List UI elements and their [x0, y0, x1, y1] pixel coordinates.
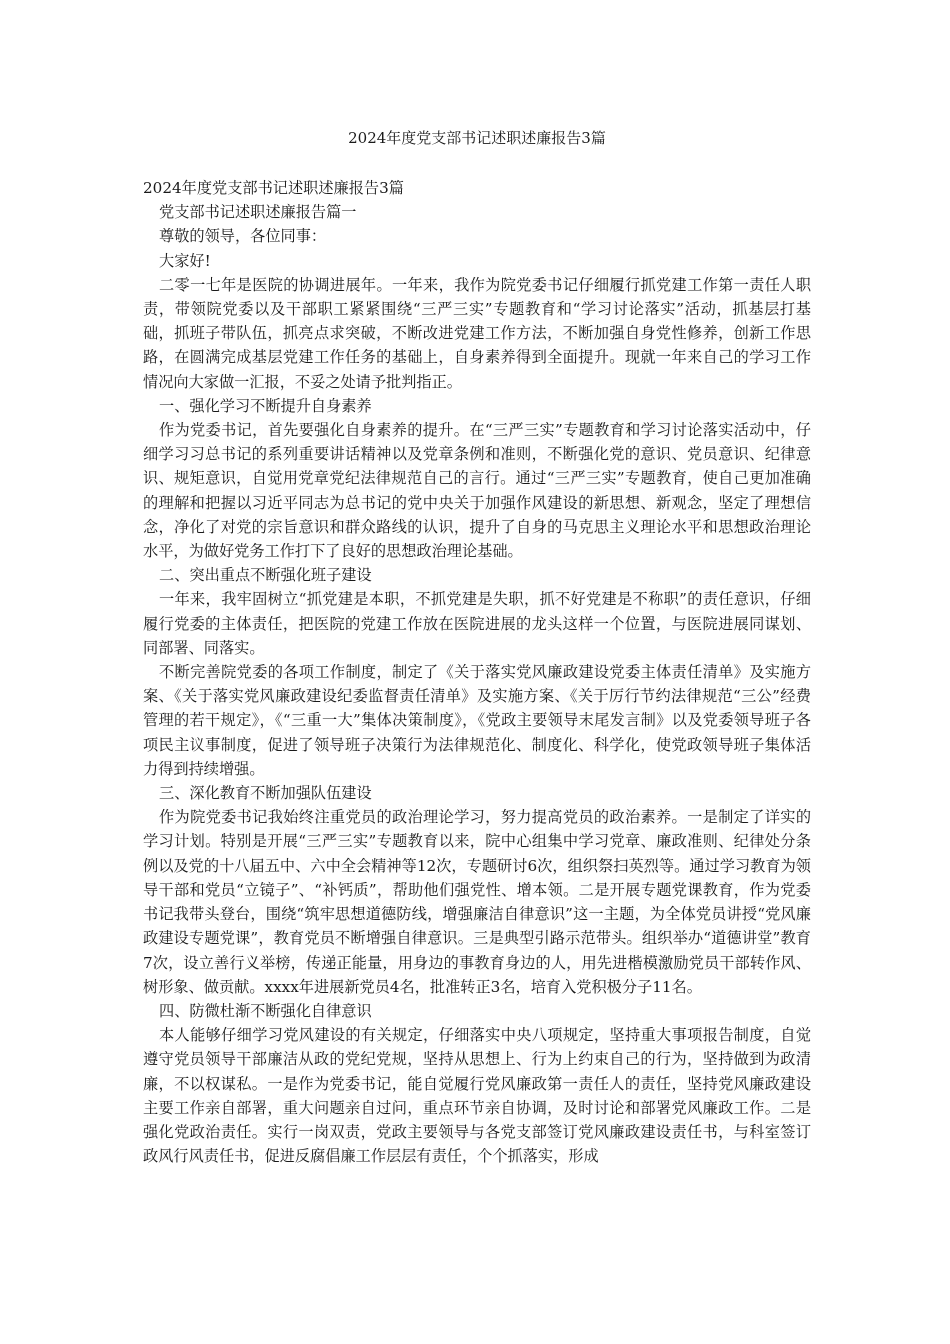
document-paragraph: 尊敬的领导，各位同事： [159, 227, 327, 246]
document-paragraph: 一年来，我牢固树立“抓党建是本职，不抓党建是失职，抓不好党建是不称职”的责任意识，仔细履行党委的主体责任，把医院的党建工作放在医院进展的龙头这样一个位置，与医院进展同谋划、同部署、同落实。 [143, 590, 811, 657]
document-paragraph: 三、深化教育不断加强队伍建设 [159, 784, 372, 803]
document-body [143, 176, 811, 1168]
document-paragraph: 二零一七年是医院的协调进展年。一年来，我作为院党委书记仔细履行抓党建工作第一责任人职责，带领院党委以及干部职工紧紧围绕“三严三实”专题教育和“学习讨论落实”活动，抓基层打基础，抓班子带队伍，抓亮点求突破，不断改进党建工作方法，不断加强自身党性修养，创新工作思路，在圆满完成基层党建工作任务的基础上，自身素养得到全面提升。现就一年来自己的学习工作情况向大家做一汇报，不妥之处请予批判指正。 [143, 275, 811, 391]
document-title: 2024年度党支部书记述职述廉报告3篇 [348, 129, 606, 147]
document-paragraph: 二、突出重点不断强化班子建设 [159, 566, 372, 585]
document-paragraph: 本人能够仔细学习党风建设的有关规定，仔细落实中央八项规定，坚持重大事项报告制度，自觉遵守党员领导干部廉洁从政的党纪党规，坚持从思想上、行为上约束自己的行为，坚持做到为政清廉，不以权谋私。一是作为党委书记，能自觉履行党风廉政第一责任人的责任，坚持党风廉政建设主要工作亲自部署，重大问题亲自过问，重点环节亲自协调，及时讨论和部署党风廉政工作。二是强化党政治责任。实行一岗双责，党政主要领导与各党支部签订党风廉政建设责任书，与科室签订政风行风责任书，促进反腐倡廉工作层层有责任，个个抓落实，形成 [143, 1026, 811, 1166]
document-paragraph: 2024年度党支部书记述职述廉报告3篇 [143, 179, 404, 197]
document-paragraph: 党支部书记述职述廉报告篇一 [159, 203, 357, 222]
document-paragraph: 作为院党委书记我始终注重党员的政治理论学习，努力提高党员的政治素养。一是制定了详实的学习计划。特别是开展“三严三实”专题教育以来，院中心组集中学习党章、廉政准则、纪律处分条例以及党的十八届五中、六中全会精神等12次，专题研讨6次，组织祭扫英烈等。通过学习教育为领导干部和党员“立镜子”、“补钙质”，帮助他们强党性、增本领。二是开展专题党课教育，作为党委书记我带头登台，围绕“筑牢思想道德防线，增强廉洁自律意识”这一主题，为全体党员讲授“党风廉政建设专题党课”，教育党员不断增强自律意识。三是典型引路示范带头。组织举办“道德讲堂”教育7次，设立善行义举榜，传递正能量，用身边的事教育身边的人，用先进楷模激励党员干部转作风、树形象、做贡献。xxxx年进展新党员4名，批准转正3名，培育入党积极分子11名。 [143, 808, 811, 996]
document-paragraph: 作为党委书记，首先要强化自身素养的提升。在“三严三实”专题教育和学习讨论落实活动中，仔细学习习总书记的系列重要讲话精神以及党章条例和准则，不断强化党的意识、党员意识、纪律意识、规矩意识，自觉用党章党纪法律规范自己的言行。通过“三严三实”专题教育，使自己更加准确的理解和把握以习近平同志为总书记的党中央关于加强作风建设的新思想、新观念，坚定了理想信念，净化了对党的宗旨意识和群众路线的认识，提升了自身的马克思主义理论水平和思想政治理论水平，为做好党务工作打下了良好的思想政治理论基础。 [143, 421, 811, 561]
document-paragraph: 大家好! [159, 251, 211, 270]
document-paragraph: 四、防微杜渐不断强化自律意识 [159, 1001, 372, 1020]
document-paragraph: 不断完善院党委的各项工作制度，制定了《关于落实党风廉政建设党委主体责任清单》及实施方案、《关于落实党风廉政建设纪委监督责任清单》及实施方案、《关于厉行节约法律规范“三公”经费管理的若干规定》，《“三重一大”集体决策制度》，《党政主要领导末尾发言制》以及党委领导班子各项民主议事制度，促进了领导班子决策行为法律规范化、制度化、科学化，使党政领导班子集体活力得到持续增强。 [143, 663, 811, 778]
document-paragraph: 一、强化学习不断提升自身素养 [159, 396, 372, 415]
